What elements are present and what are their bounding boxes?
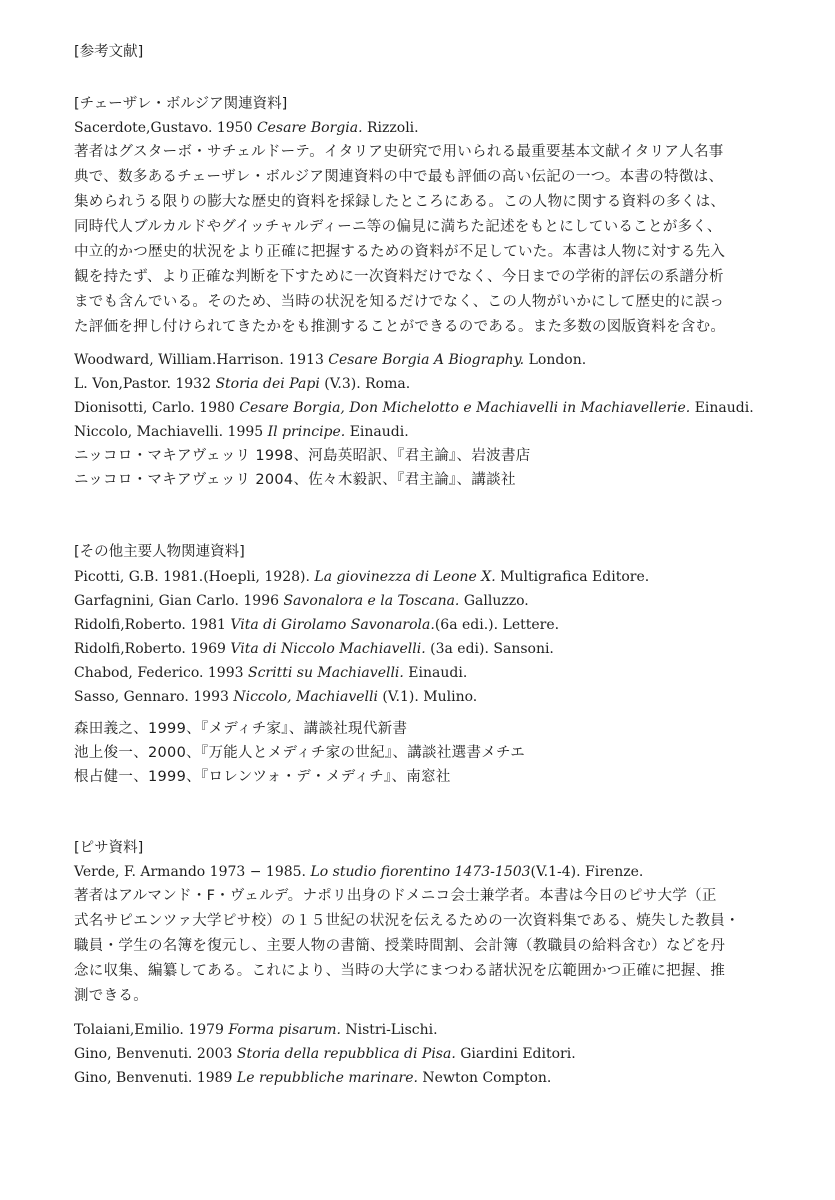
reference-entry xyxy=(74,422,409,442)
ref-author-year: Verde, F. Armando 1973 − 1985. xyxy=(74,864,311,880)
ref-publisher: Multigrafica Editore. xyxy=(495,569,650,585)
section-heading-others: [その他主要人物関連資料] xyxy=(74,544,245,560)
ref-title: Vita di Niccolo Machiavelli. xyxy=(230,641,426,657)
ref-title: Niccolo, Machiavelli xyxy=(233,689,378,705)
description-line: 典で、数多あるチェーザレ・ボルジア関連資料の中で最も評価の高い伝記の一つ。本書の特徴は、 xyxy=(74,169,724,185)
description-line: までも含んでいる。そのため、当時の状況を知るだけでなく、この人物がいかにして歴史的に誤っ xyxy=(74,294,725,310)
ref-title: Savonalora e la Toscana. xyxy=(283,593,460,609)
ref-publisher: Newton Compton. xyxy=(417,1070,552,1086)
ref-publisher: Rizzoli. xyxy=(362,120,419,136)
reference-entry xyxy=(74,591,529,611)
reference-entry xyxy=(74,374,410,394)
description-line: 職員・学生の名簿を復元し、主要人物の書簡、授業時間割、会計簿（教職員の給料含む）などを丹 xyxy=(74,938,726,954)
reference-entry xyxy=(74,862,643,882)
ref-publisher: (V.1-4). Firenze. xyxy=(530,864,644,880)
section-heading-cesare: [チェーザレ・ボルジア関連資料] xyxy=(74,96,288,112)
reference-entry xyxy=(74,398,754,418)
ref-publisher: London. xyxy=(524,352,587,368)
reference-entry: 根占健一、1999、『ロレンツォ・デ・メディチ』、南窓社 xyxy=(74,769,451,785)
ref-title: Vita di Girolamo Savonarola. xyxy=(230,617,435,633)
ref-author-year: Niccolo, Machiavelli. 1995 xyxy=(74,424,268,440)
description-line: 同時代人ブルカルドやグイッチャルディーニ等の偏見に満ちた記述をもとにしていることが多く、 xyxy=(74,219,722,235)
ref-author-year: Ridolfi,Roberto. 1969 xyxy=(74,641,231,657)
ref-title: Lo studio fiorentino 1473-1503 xyxy=(310,864,531,880)
ref-title: Storia della repubblica di Pisa. xyxy=(236,1046,456,1062)
ref-author-year: Tolaiani,Emilio. 1979 xyxy=(74,1022,229,1038)
description-line: 観を持たず、より正確な判断を下すために一次資料だけでなく、今日までの学術的評伝の系譜分析 xyxy=(74,269,724,285)
ref-publisher: (3a edi). Sansoni. xyxy=(425,641,554,657)
description-line: 式名サピエンツァ大学ピサ校）の１５世紀の状況を伝えるための一次資料集である、焼失した教員・ xyxy=(74,913,740,929)
ref-title: Cesare Borgia, Don Michelotto e Machiavelli in Machiavellerie. xyxy=(239,400,691,416)
reference-entry: 池上俊一、2000、『万能人とメディチ家の世紀』、講談社選書メチエ xyxy=(74,745,526,761)
ref-author-year: Garfagnini, Gian Carlo. 1996 xyxy=(74,593,284,609)
ref-publisher: (6a edi.). Lettere. xyxy=(434,617,560,633)
reference-entry xyxy=(74,663,467,683)
ref-title: Il principe. xyxy=(267,424,346,440)
reference-entry xyxy=(74,1068,551,1088)
reference-entry: ニッコロ・マキアヴェッリ 1998、河島英昭訳、『君主論』、岩波書店 xyxy=(74,448,531,464)
reference-entry xyxy=(74,118,419,138)
ref-title: Forma pisarum. xyxy=(228,1022,341,1038)
ref-title: Scritti su Machiavelli. xyxy=(247,665,404,681)
ref-publisher: Einaudi. xyxy=(403,665,468,681)
ref-publisher: (V.3). Roma. xyxy=(319,376,411,392)
ref-author-year: Gino, Benvenuti. 2003 xyxy=(74,1046,237,1062)
ref-author-year: Ridolfi,Roberto. 1981 xyxy=(74,617,231,633)
description-line: 集められうる限りの膨大な歴史的資料を採録したところにある。この人物に関する資料の多くは、 xyxy=(74,194,726,210)
ref-author-year: Dionisotti, Carlo. 1980 xyxy=(74,400,240,416)
ref-author-year: Woodward, William.Harrison. 1913 xyxy=(74,352,329,368)
reference-entry xyxy=(74,350,586,370)
ref-title: Cesare Borgia A Biography. xyxy=(328,352,525,368)
ref-author-year: Gino, Benvenuti. 1989 xyxy=(74,1070,237,1086)
reference-entry: ニッコロ・マキアヴェッリ 2004、佐々木毅訳、『君主論』、講談社 xyxy=(74,472,516,488)
reference-entry xyxy=(74,687,477,707)
ref-publisher: Einaudi. xyxy=(345,424,409,440)
ref-author-year: Sacerdote,Gustavo. 1950 xyxy=(74,120,257,136)
ref-title: Storia dei Papi xyxy=(215,376,320,392)
ref-author-year: Chabod, Federico. 1993 xyxy=(74,665,248,681)
reference-entry xyxy=(74,1020,438,1040)
reference-entry: 森田義之、1999、『メディチ家』、講談社現代新書 xyxy=(74,721,408,737)
ref-publisher: (V.1). Mulino. xyxy=(377,689,478,705)
ref-author-year: L. Von,Pastor. 1932 xyxy=(74,376,216,392)
reference-entry xyxy=(74,567,649,587)
description-line: 念に収集、編纂してある。これにより、当時の大学にまつわる諸状況を広範囲かつ正確に把握、推 xyxy=(74,963,726,979)
reference-entry xyxy=(74,639,554,659)
page-title: [参考文献] xyxy=(74,44,144,60)
ref-publisher: Nistri-Lischi. xyxy=(340,1022,438,1038)
ref-title: La giovinezza di Leone X. xyxy=(314,569,496,585)
description-line: 著者はアルマンド・F・ヴェルデ。ナポリ出身のドメニコ会士兼学者。本書は今日のピサ大学（正 xyxy=(74,888,717,904)
ref-publisher: Galluzzo. xyxy=(459,593,529,609)
description-line: 中立的かつ歴史的状況をより正確に把握するための資料が不足していた。本書は人物に対する先入 xyxy=(74,244,726,260)
section-heading-pisa: [ピサ資料] xyxy=(74,840,144,856)
description-line: た評価を押し付けられてきたかをも推測することができるのである。また多数の図版資料を含む。 xyxy=(74,319,726,335)
description-line: 著者はグスターボ・サチェルドーテ。イタリア史研究で用いられる最重要基本文献イタリア人名事 xyxy=(74,144,724,160)
ref-title: Cesare Borgia. xyxy=(256,120,363,136)
ref-title: Le repubbliche marinare. xyxy=(236,1070,418,1086)
ref-publisher: Giardini Editori. xyxy=(455,1046,576,1062)
reference-entry xyxy=(74,615,559,635)
ref-publisher: Einaudi. xyxy=(690,400,754,416)
ref-author-year: Sasso, Gennaro. 1993 xyxy=(74,689,234,705)
ref-author-year: Picotti, G.B. 1981.(Hoepli, 1928). xyxy=(74,569,315,585)
reference-entry xyxy=(74,1044,576,1064)
description-line: 測できる。 xyxy=(74,988,148,1004)
